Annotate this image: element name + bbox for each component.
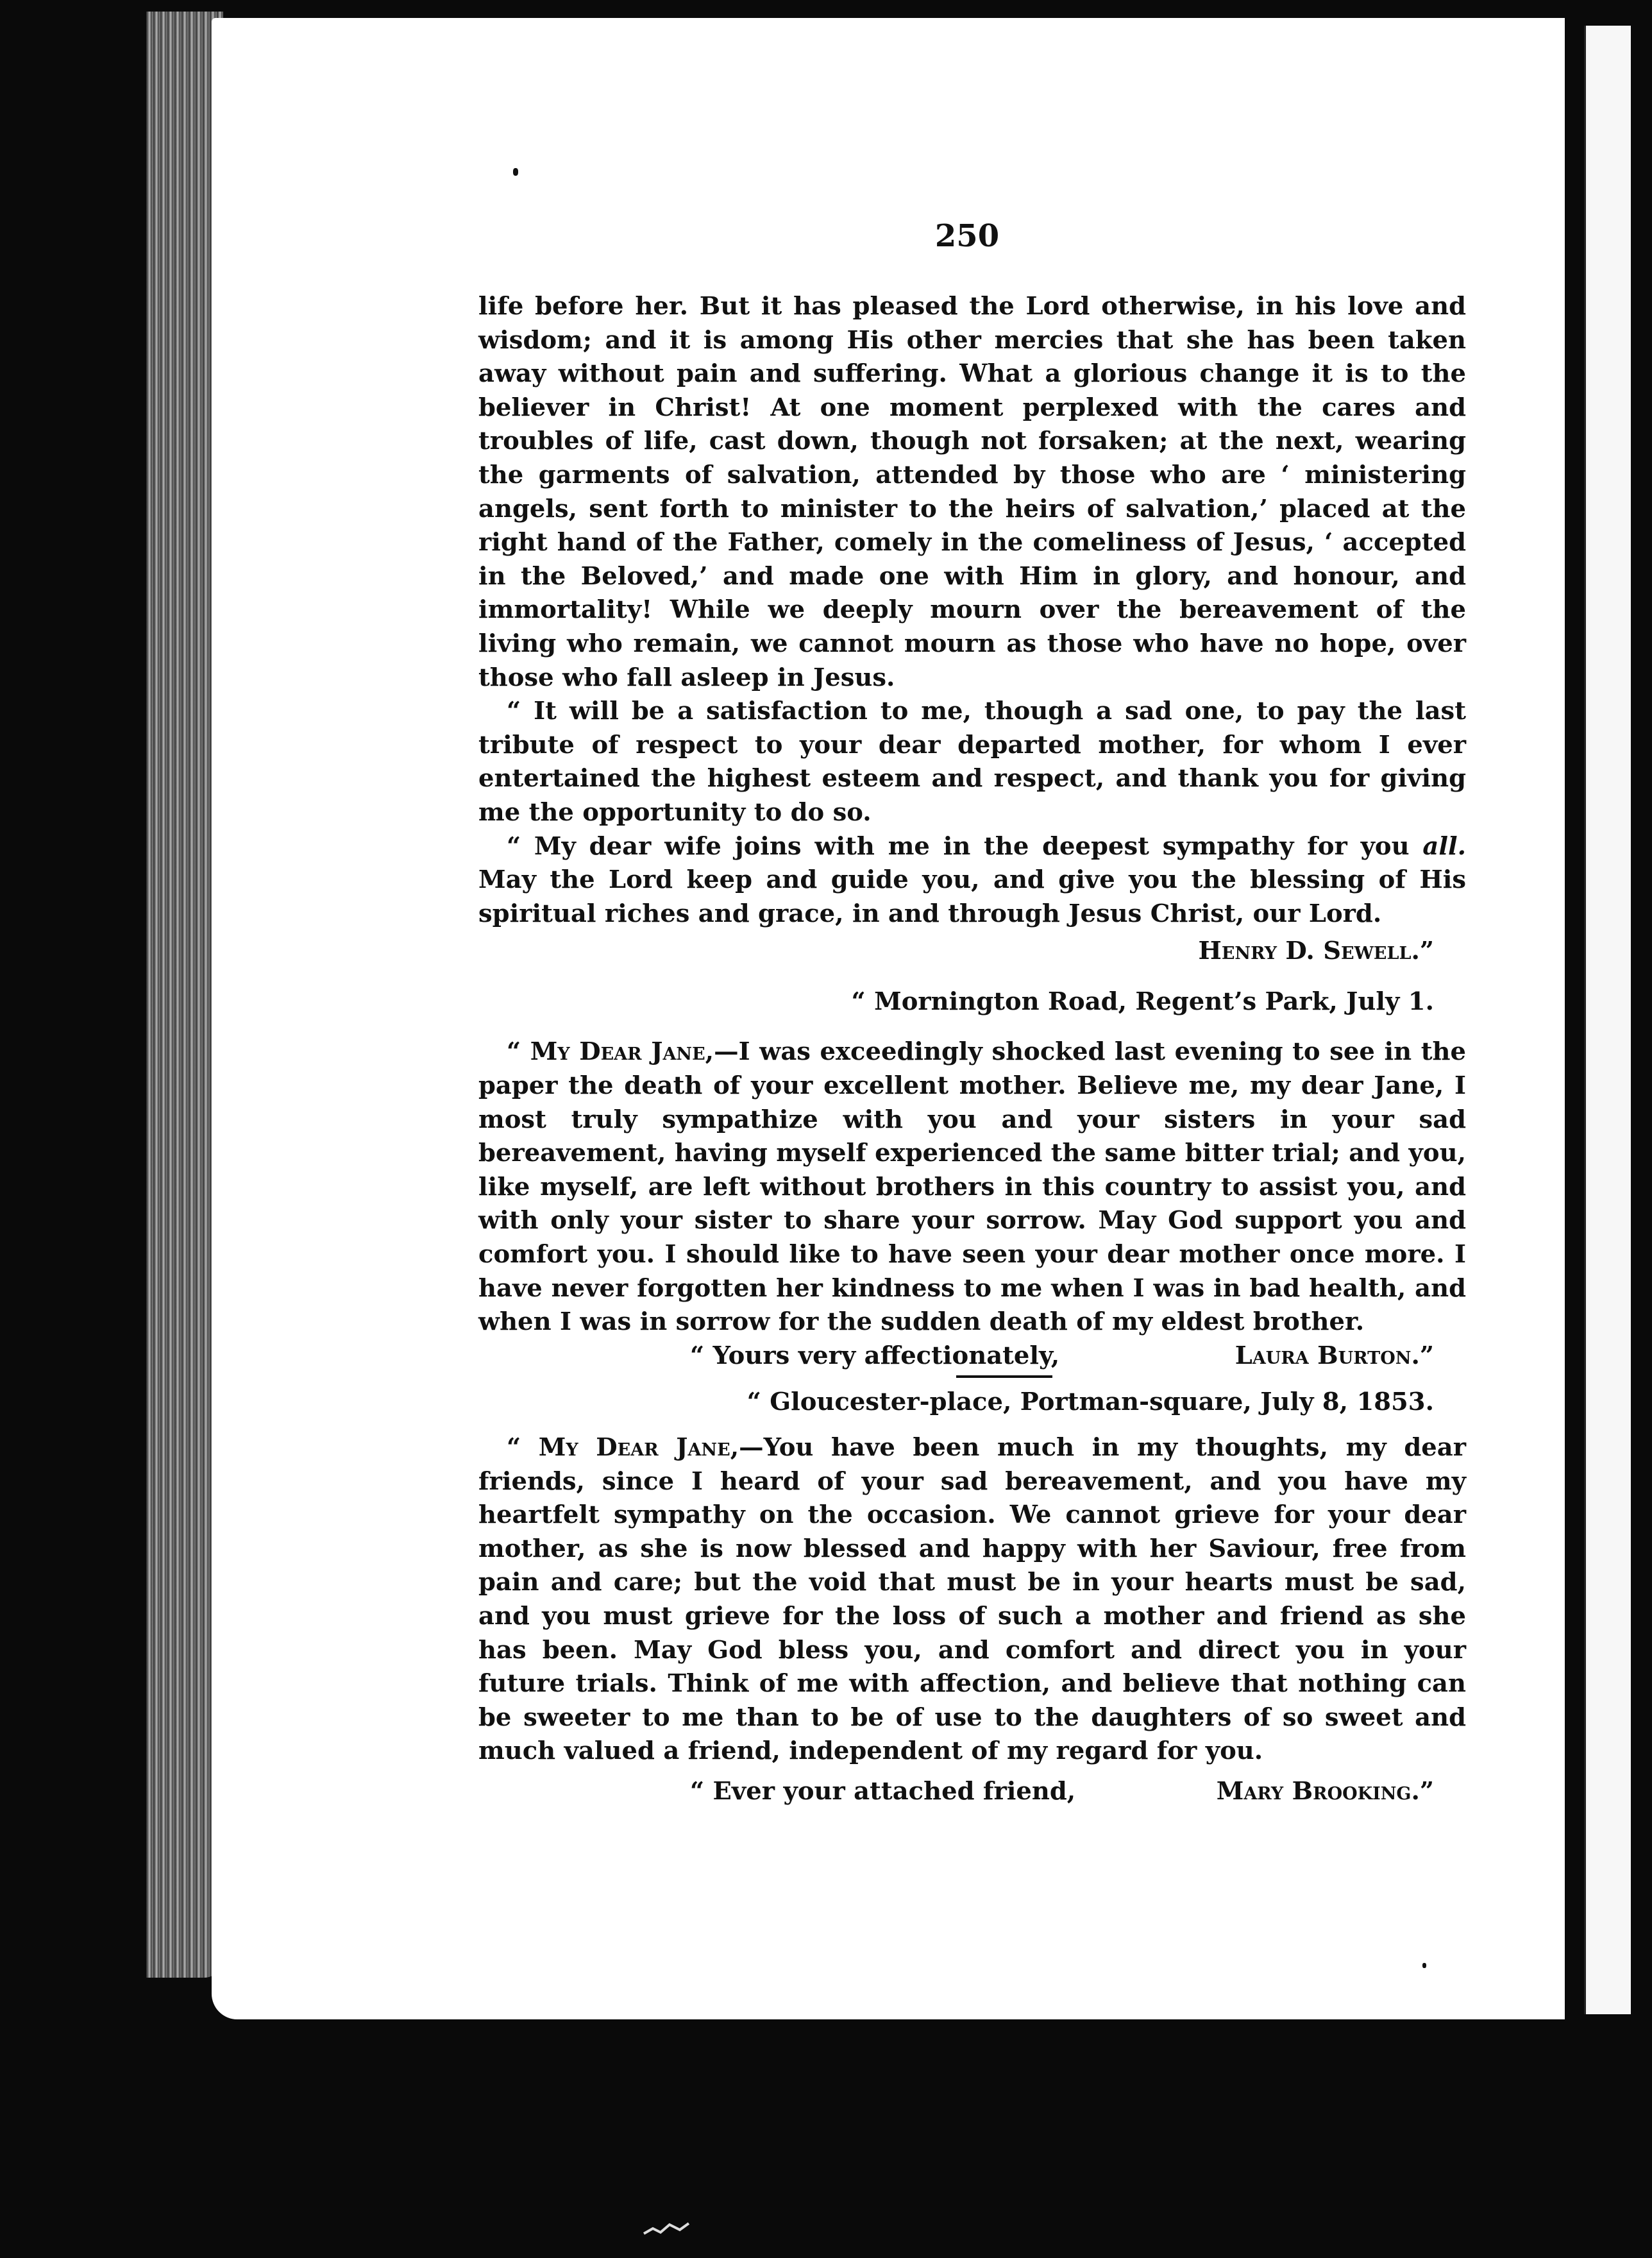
emphasis-text: all.	[1422, 831, 1466, 861]
page-number: 250	[934, 218, 1000, 254]
body-text	[478, 290, 1466, 1809]
letter-text: —You have been much in my thoughts, my dear friends, since I heard of your sad bereavement, and you have my heartfelt sympathy on the occasion. We cannot grieve for your dear mother, as she is now blessed and happy with her Saviour, free from pain and care; but the void that must be in your hearts must be sad, and you must grieve for the loss of such a mother and friend as she has been. May God bless you, and comfort and direct you in your future trials. Think of me with affection, and believe that nothing can be sweeter to me than to be of use to the daughters of so sweet and much valued a friend, independent of my regard for you.	[478, 1433, 1466, 1766]
letter-dateline: “ Gloucester-place, Portman-square, July 8, 1853.	[746, 1388, 1434, 1417]
paragraph: “ It will be a satisfaction to me, though a sad one, to pay the last tribute of respect to your dear departed mother, for whom I ever entertained the highest esteem and respect, and thank you for giving me the opportunity to do so.	[478, 697, 1466, 827]
separator-rule	[956, 1375, 1052, 1378]
paragraph-text: “ My dear wife joins with me in the deepest sympathy for you	[507, 831, 1423, 861]
salutation: “ My Dear Jane,	[507, 1433, 739, 1462]
ink-speck	[513, 168, 518, 176]
letter-signoff	[478, 1339, 1466, 1373]
facing-page-strip	[1584, 26, 1631, 2014]
letter-body	[478, 1035, 1466, 1339]
letter-body	[478, 1431, 1466, 1769]
salutation: “ My Dear Jane,	[507, 1037, 714, 1067]
paragraph	[478, 830, 1466, 931]
signature-henry-sewell: Henry D. Sewell.”	[1198, 937, 1434, 966]
ink-speck	[1422, 1963, 1426, 1968]
letter-text: —I was exceedingly shocked last evening to see in the paper the death of your excellent mother. Believe me, my dear Jane, I most truly sympathize with you and your sisters in your sad bereavement, having myself experienced the same bitter trial; and you, like myself, are left without brothers in this country to assist you, and with only your sister to share your sorrow. May God support you and comfort you. I should like to have seen your dear mother once more. I have never forgotten her kindness to me when I was in bad health, and when I was in sorrow for the sudden death of my eldest brother.	[478, 1037, 1466, 1337]
closing: “ Yours very affectionately,	[690, 1341, 1060, 1370]
letter-dateline: “ Mornington Road, Regent’s Park, July 1.	[851, 987, 1434, 1016]
signature-mary-brooking: Mary Brooking.”	[1216, 1776, 1434, 1806]
signature-laura-burton: Laura Burton.”	[1235, 1341, 1434, 1370]
letter-signoff	[478, 1775, 1466, 1809]
closing: “ Ever your attached friend,	[690, 1776, 1076, 1806]
paragraph-continued: life before her. But it has pleased the Lord otherwise, in his love and wisdom; and it is among His other mercies that she has been taken away without pain and suffering. What a glorious change it is to the believer in Christ! At one moment perplexed with the cares and troubles of life, cast down, though not forsaken; at the next, wearing the garments of salvation, attended by those who are ‘ ministering angels, sent forth to minister to the heirs of salvation,’ placed at the right hand of the Father, comely in the comeliness of Jesus, ‘ accepted in the Beloved,’ and made one with Him in glory, and honour, and immortality! While we deeply mourn over the bereavement of the living who remain, we cannot mourn as those who have no hope, over those who fall asleep in Jesus.	[478, 292, 1466, 692]
bottom-speck-mark	[641, 2220, 693, 2239]
paragraph-text: May the Lord keep and guide you, and give you the blessing of His spiritual riches and grace, in and through Jesus Christ, our Lord.	[478, 865, 1466, 928]
